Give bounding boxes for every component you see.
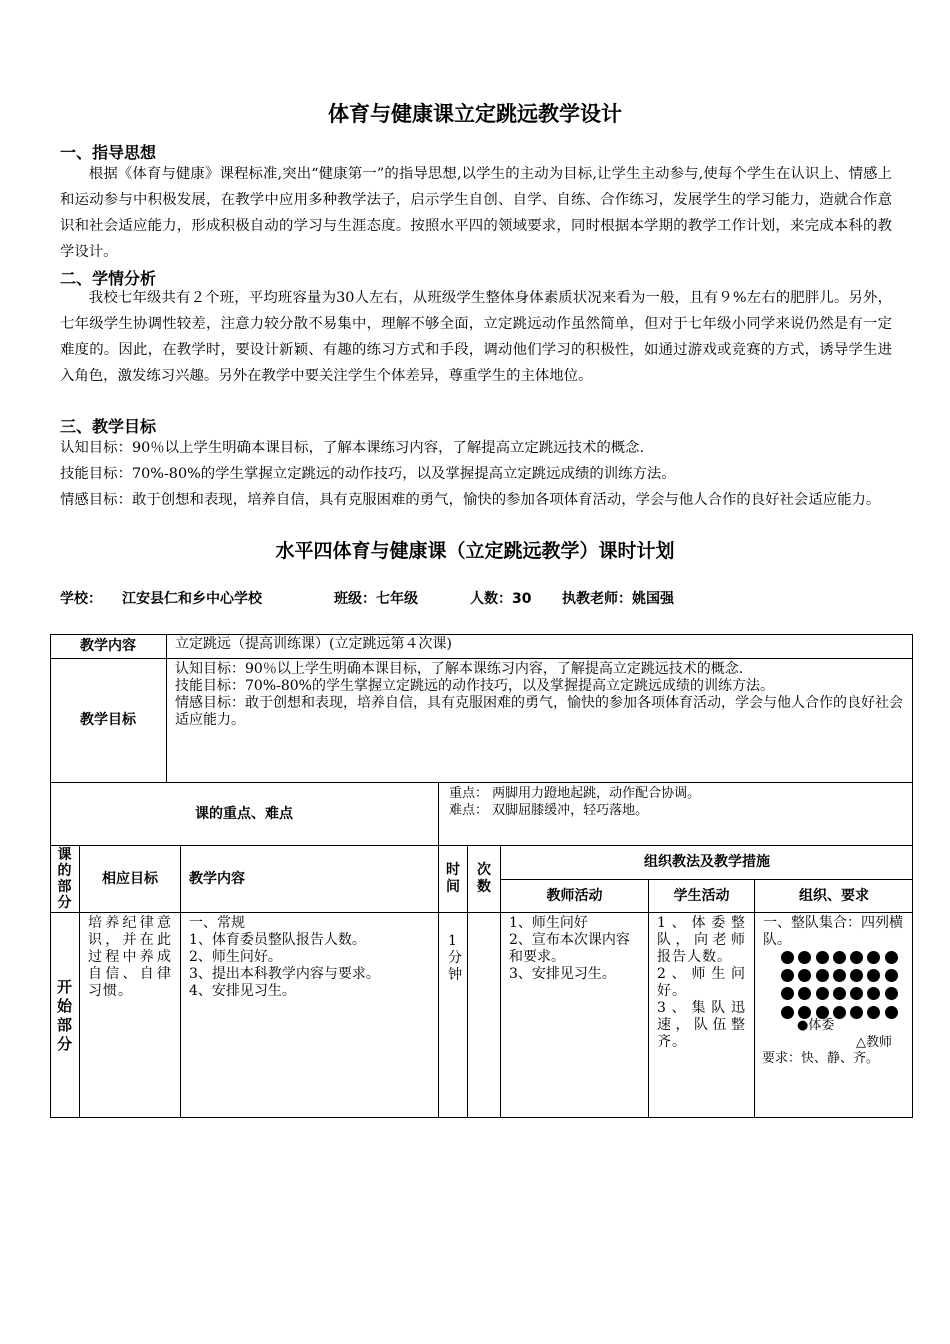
section-text-analysis: 我校七年级共有２个班，平均班容量为30人左右，从班级学生整体身体素质状况来看为一般，且有９%左右的肥胖儿。另外，七年级学生协调性较差，注意力较分散不易集中，理解不够全面，立定跳远动作虽然简单，但对于七年级小同学来说仍然是有一定难度的。因此，在教学时，要设计新颖、有趣的练习方式和手段，调动他们学习的积极性，如通过游戏或竞赛的方式，诱导学生进入角色，激发练习兴趣。另外在教学中要关注学生个体差异，尊重学生的主体地位。 (60, 290, 892, 384)
col-header-req: 组织、要求 (754, 879, 913, 912)
row-content (180, 912, 438, 1118)
goal-label: 教学目标 (50, 658, 166, 782)
teacher-activity-line: 1、师生问好 (509, 915, 588, 931)
student-dot (798, 969, 811, 982)
difficulty-point: 难点： 双脚屈膝缓冲，轻巧落地。 (449, 803, 649, 818)
section-heading-guiding: 一、指导思想 (60, 143, 157, 162)
document-title: 体育与健康课立定跳远教学设计 (328, 102, 622, 126)
section-heading-goals: 三、教学目标 (60, 417, 157, 436)
row-times (467, 912, 500, 1118)
row-part-start: 开始部分 (50, 912, 79, 1118)
row-content-line: 一、常规 (189, 915, 245, 931)
formation-title: 一、整队集合：四列横队。 (763, 915, 903, 948)
student-count: 人数：30 (470, 591, 532, 607)
formation-row (781, 985, 902, 1003)
teacher-activity-line: 3、安排见习生。 (509, 966, 616, 982)
student-dot (833, 951, 846, 964)
student-dot (885, 1006, 898, 1019)
row-time: 1分钟 (438, 912, 467, 1118)
col-header-part: 课的部分 (50, 845, 79, 912)
content-value: 立定跳远（提高训练课）(立定跳远第４次课) (166, 634, 913, 658)
teacher-info: 执教老师：姚国强 (562, 591, 674, 607)
teacher-activity-line: 2、宣布本次课内容和要求。 (509, 932, 630, 965)
requirement-note: 要求：快、静、齐。 (762, 1051, 880, 1066)
student-dot (816, 987, 829, 1000)
row-content-line: 3、提出本科教学内容与要求。 (189, 966, 380, 982)
row-target: 培养纪律意识，并在此过程中养成自信、自律习惯。 (79, 912, 180, 1118)
formation-row (781, 948, 902, 966)
student-dot (867, 951, 880, 964)
student-dot (781, 1006, 794, 1019)
student-dot (850, 1006, 863, 1019)
row-teacher-activity (500, 912, 648, 1118)
row-student-activity (648, 912, 754, 1118)
goal-line-cognitive: 认知目标：90％以上学生明确本课目标，了解本课练习内容，了解提高立定跳远技术的概念. (175, 661, 744, 677)
goal-cell (166, 658, 913, 782)
student-dot (850, 969, 863, 982)
section-text-guiding: 根据《体育与健康》课程标准,突出“健康第一”的指导思想,以学生的主动为目标,让学生主动参与,使每个学生在认识上、情感上和运动参与中积极发展，在教学中应用多种教学法子，启示学生自创、自学、自练、合作练习，发展学生的学习能力，造就合作意识和社会适应能力，形成积极自动的学习与生涯态度。按照水平四的领域要求，同时根据本学期的教学工作计划，来完成本科的教学设计。 (60, 166, 892, 260)
row-content-line: 1、体育委员整队报告人数。 (189, 932, 366, 948)
student-activity-line: 2、师生问好。 (657, 966, 746, 999)
goal-skill: 技能目标：70%-80%的学生掌握立定跳远的动作技巧，以及掌握提高立定跳远成绩的训练方法。 (60, 466, 676, 482)
student-dot (867, 1006, 880, 1019)
key-difficulty-cell (438, 782, 913, 845)
teacher-marker: △教师 (856, 1035, 892, 1050)
student-dot (885, 951, 898, 964)
col-header-teacher: 教师活动 (500, 879, 648, 912)
monitor-marker: ●体委 (797, 1018, 835, 1033)
student-dot (885, 969, 898, 982)
school-name: 江安县仁和乡中心学校 (122, 591, 262, 607)
student-dot (798, 951, 811, 964)
col-header-content: 教学内容 (180, 845, 438, 912)
col-header-target: 相应目标 (79, 845, 180, 912)
section-heading-analysis: 二、学情分析 (60, 269, 157, 288)
student-dot (833, 969, 846, 982)
student-dot (833, 1006, 846, 1019)
goal-line-skill: 技能目标：70%-80%的学生掌握立定跳远的动作技巧，以及掌握提高立定跳远成绩的训练方法。 (175, 678, 774, 694)
school-label: 学校： (60, 591, 102, 607)
goal-line-emotion: 情感目标：敢于创想和表现，培养自信，具有克服困难的勇气，愉快的参加各项体育活动，学会与他人合作的良好社会适应能力。 (175, 695, 903, 728)
student-dot (816, 951, 829, 964)
col-header-times: 次数 (467, 845, 500, 912)
student-dot (781, 969, 794, 982)
formation-diagram (781, 948, 902, 1021)
col-header-time: 时间 (438, 845, 467, 912)
class-info: 班级：七年级 (334, 591, 418, 607)
student-dot (781, 951, 794, 964)
row-content-line: 2、师生问好。 (189, 949, 282, 965)
plan-title: 水平四体育与健康课（立定跳远教学）课时计划 (275, 540, 675, 562)
student-dot (850, 951, 863, 964)
col-header-org: 组织教法及教学措施 (500, 845, 913, 879)
row-content-line: 4、安排见习生。 (189, 983, 296, 999)
col-header-student: 学生活动 (648, 879, 754, 912)
student-dot (833, 987, 846, 1000)
student-dot (867, 987, 880, 1000)
student-dot (850, 987, 863, 1000)
content-label: 教学内容 (80, 637, 136, 654)
student-dot (885, 987, 898, 1000)
student-activity-line: 3、集队迅速，队伍整齐。 (657, 1000, 746, 1050)
student-activity-line: 1、体委整队，向老师报告人数。 (657, 915, 746, 965)
student-dot (867, 969, 880, 982)
key-difficulty-label: 课的重点、难点 (50, 782, 438, 845)
student-dot (798, 987, 811, 1000)
key-point: 重点： 两脚用力蹬地起跳，动作配合协调。 (449, 786, 701, 801)
goal-emotion: 情感目标：敢于创想和表现，培养自信，具有克服困难的勇气，愉快的参加各项体育活动，学会与他人合作的良好社会适应能力。 (60, 492, 881, 508)
goal-cognitive: 认知目标：90％以上学生明确本课目标，了解本课练习内容，了解提高立定跳远技术的概念. (60, 440, 645, 456)
formation-row (781, 966, 902, 984)
student-dot (816, 969, 829, 982)
student-dot (781, 987, 794, 1000)
